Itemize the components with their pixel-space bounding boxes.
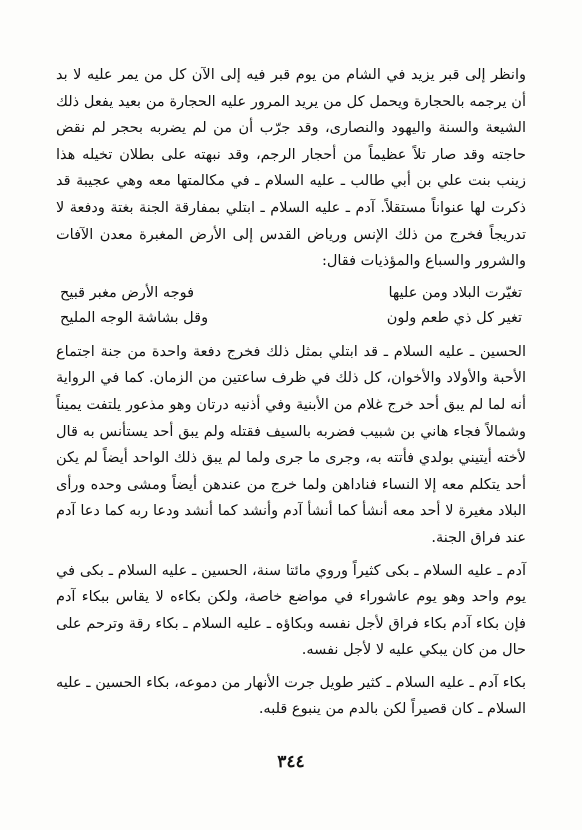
verse-second-hemistich: وقل بشاشة الوجه المليح — [60, 309, 209, 326]
verse-first-hemistich: تغيّرت البلاد ومن عليها — [388, 284, 522, 301]
verse-line — [56, 281, 526, 306]
body-paragraph: وانظر إلى قبر يزيد في الشام من يوم قبر فيه إلى الآن كل من يمر عليه لا بد أن يرجمه بالحجارة ويحمل كل من يريد المرور عليه الحجارة من بعيد يفعل ذلك الشيعة والسنة واليهود والنصارى، وقد جرّب أن من لم يضربه بحجر لم نقض حاجته وقد صار تلاً عظيماً من أحجار الرجم، وقد نبهته على بطلان تخيله هذا زينب بنت علي بن أبي طالب ـ عليه السلام ـ في مكالمتها معه وهي عجيبة قد ذكرت لها عنواناً مستقلاً. آدم ـ عليه السلام ـ ابتلي بمفارقة الجنة بغتة ودفعة لا تدريجاً فخرج من ذلك الإنس ورياض القدس إلى الأرض المغبرة معدن الآفات والشرور والسباع والمؤذيات فقال: — [56, 67, 526, 270]
body-paragraph: الحسين ـ عليه السلام ـ قد ابتلي بمثل ذلك فخرج دفعة واحدة من جنة اجتماع الأحبة والأولاد والأخوان، كل ذلك في ظرف ساعتين من الزمان. كما في الرواية أنه لما لم يبق أحد خرج غلام من الأبنية وفي أذنيه درتان وهو مذعور يلتفت يميناً وشمالاً فجاء هاني بن شبيب فضربه بالسيف فقتله ولم يبق أحد يستأنس به قال لأخته أيتيني بولدي فأتته به، وجرى ما جرى ولما لم يبق ذلك الواحد أيضاً لم يكن أحد يتكلم معه إلا النساء فناداهن ولما خرج من عندهن أيضاً ومشى وحده ورأى البلاد مغيرة لا أحد معه أنشأ كما أنشأ آدم وأنشد كما أنشد ودعا ربه كما دعا آدم عند فراق الجنة. — [56, 343, 526, 546]
poem-verses — [56, 281, 526, 331]
verse-first-hemistich: تغير كل ذي طعم ولون — [386, 309, 522, 326]
verse-line — [56, 306, 526, 331]
verse-second-hemistich: فوجه الأرض مغبر قبيح — [60, 284, 194, 301]
page-number: ٣٤٤ — [277, 752, 305, 772]
body-paragraph: بكاء آدم ـ عليه السلام ـ كثير طويل جرت الأنهار من دموعه، بكاء الحسين ـ عليه السلام ـ كان قصيراً لكن بالدم من ينبوع قلبه. — [56, 674, 526, 718]
body-paragraph: آدم ـ عليه السلام ـ بكى كثيراً وروي مائتا سنة، الحسين ـ عليه السلام ـ بكى في يوم واحد وهو يوم عاشوراء في مواضع خاصة، ولكن بكاءه لا يقاس ببكاء آدم فإن بكاء آدم بكاء فراق لأجل نفسه وبكاؤه ـ عليه السلام ـ بكاء رقة وترحم على حال من كان يبكي عليه لا لأجل نفسه. — [56, 562, 526, 659]
